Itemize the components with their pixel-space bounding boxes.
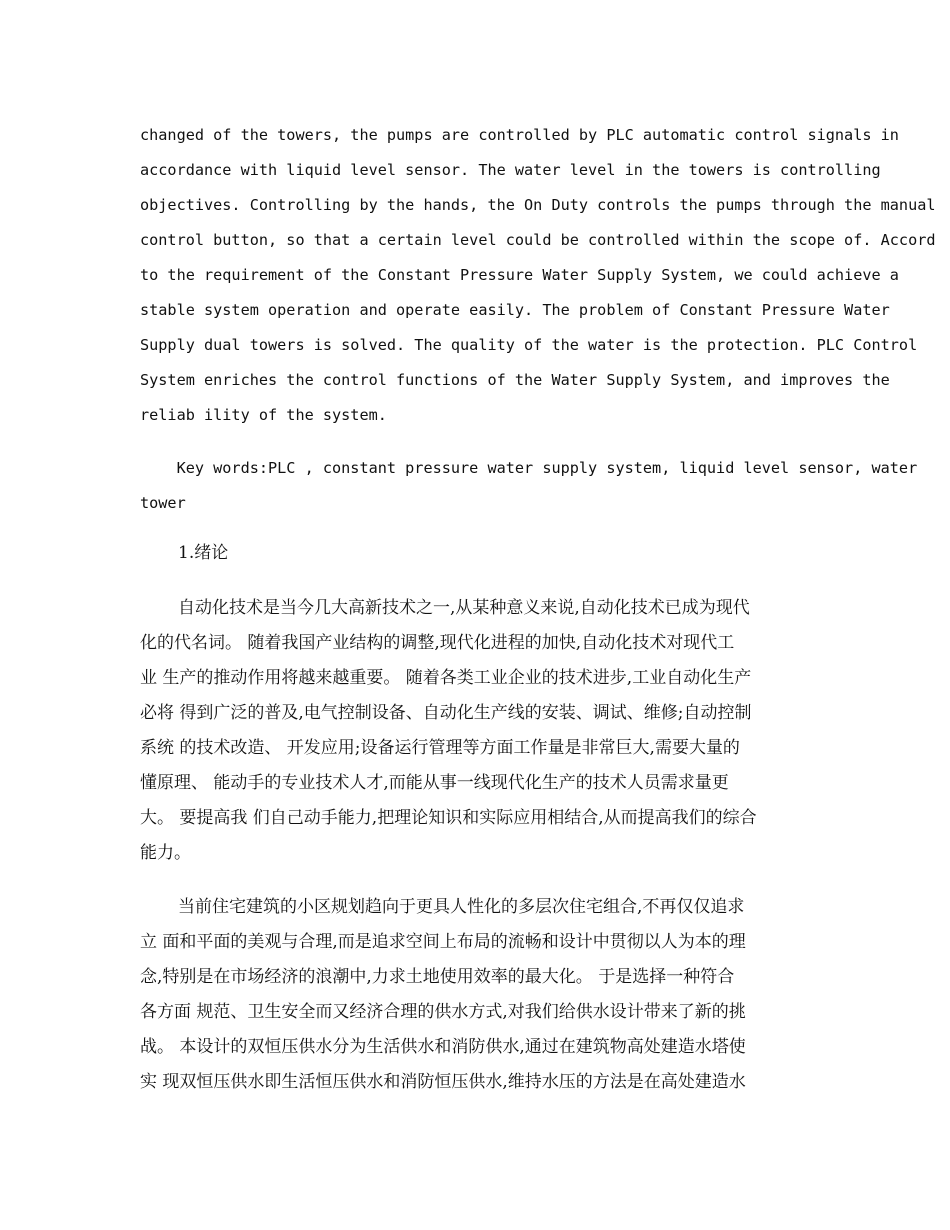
abstract-line: to the requirement of the Constant Pressure Water Supply System, we could achieve a — [140, 266, 899, 284]
abstract-line: System enriches the control functions of the Water Supply System, and improves the — [140, 371, 890, 389]
paragraph-line: 当前住宅建筑的小区规划趋向于更具人性化的多层次住宅组合,不再仅仅追求 — [178, 897, 745, 917]
paragraph-line: 实 现双恒压供水即生活恒压供水和消防恒压供水,维持水压的方法是在高处建造水 — [140, 1072, 746, 1092]
abstract-line: reliab ility of the system. — [140, 406, 387, 424]
keywords-line: tower — [140, 494, 186, 512]
abstract-line: accordance with liquid level sensor. The water level in the towers is controlling — [140, 161, 881, 179]
abstract-line: Supply dual towers is solved. The quality of the water is the protection. PLC Control — [140, 336, 918, 354]
paragraph-introduction — [140, 591, 830, 871]
paragraph-line: 立 面和平面的美观与合理,而是追求空间上布局的流畅和设计中贯彻以人为本的理 — [140, 932, 746, 952]
abstract-line: objectives. Controlling by the hands, the On Duty controls the pumps through the manual — [140, 196, 936, 214]
paragraph-residential — [140, 890, 830, 1100]
paragraph-line: 系统 的技术改造、 开发应用;设备运行管理等方面工作量是非常巨大,需要大量的 — [140, 738, 740, 758]
abstract-line: changed of the towers, the pumps are controlled by PLC automatic control signals in — [140, 126, 899, 144]
paragraph-line: 战。 本设计的双恒压供水分为生活供水和消防供水,通过在建筑物高处建造水塔使 — [140, 1037, 746, 1057]
keywords-line: Key words:PLC , constant pressure water supply system, liquid level sensor, water — [140, 459, 918, 477]
paragraph-line: 大。 要提高我 们自己动手能力,把理论知识和实际应用相结合,从而提高我们的综合 — [140, 808, 757, 828]
abstract-line: stable system operation and operate easily. The problem of Constant Pressure Water — [140, 301, 890, 319]
paragraph-line: 懂原理、 能动手的专业技术人才,而能从事一线现代化生产的技术人员需求量更 — [140, 773, 729, 793]
paragraph-line: 各方面 规范、卫生安全而又经济合理的供水方式,对我们给供水设计带来了新的挑 — [140, 1002, 746, 1022]
paragraph-line: 念,特别是在市场经济的浪潮中,力求土地使用效率的最大化。 于是选择一种符合 — [140, 967, 735, 987]
paragraph-line: 业 生产的推动作用将越来越重要。 随着各类工业企业的技术进步,工业自动化生产 — [140, 668, 752, 688]
abstract-line: control button, so that a certain level could be controlled within the scope of. Accord — [140, 231, 936, 249]
paragraph-line: 能力。 — [140, 843, 191, 863]
paragraph-line: 自动化技术是当今几大高新技术之一,从某种意义来说,自动化技术已成为现代 — [178, 598, 750, 618]
paragraph-line: 必将 得到广泛的普及,电气控制设备、自动化生产线的安装、调试、维修;自动控制 — [140, 703, 752, 723]
paragraph-line: 化的代名词。 随着我国产业结构的调整,现代化进程的加快,自动化技术对现代工 — [140, 633, 735, 653]
section-heading: 1.绪论 — [178, 543, 229, 563]
